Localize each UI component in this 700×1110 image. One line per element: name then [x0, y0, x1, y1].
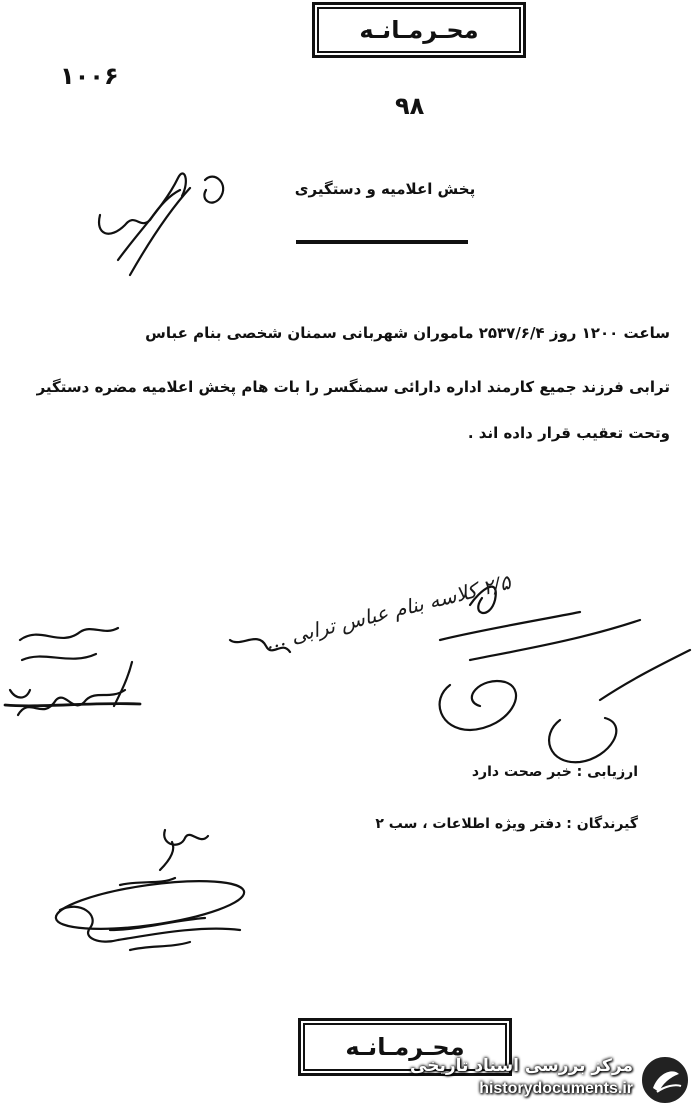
- recipients-line: گیرندگان : دفتر ویژه اطلاعات ، سب ۲: [375, 816, 638, 832]
- signature-top-left: [99, 173, 223, 275]
- signature-left-margin: [5, 628, 140, 715]
- watermark-title: مرکز بررسی اسناد تاریخی: [410, 1056, 633, 1076]
- page-number: ۹۸: [395, 92, 425, 120]
- classification-stamp-top: محـرمـانـه: [312, 2, 526, 58]
- body-line-3: وتحت تعقیب قرار داده اند .: [467, 424, 670, 442]
- subject-title: پخش اعلامیه و دستگیری: [294, 180, 476, 198]
- signature-bottom-left: [53, 830, 247, 950]
- document-number: ۱۰۰۶: [60, 62, 119, 90]
- classification-stamp-bottom: محـرمـانـه: [298, 1018, 512, 1076]
- signature-center: [230, 587, 690, 763]
- body-line-1: ساعت ۱۲۰۰ روز ۲۵۳۷/۶/۴ ماموران شهربانی سمنان شخصی بنام عباس: [145, 324, 670, 342]
- body-line-2: ترابی فرزند جمیع کارمند اداره دارائی سمنگسر را بات هام پخش اعلامیه مضره دستگیر: [36, 378, 670, 396]
- archive-seal-icon: [639, 1054, 691, 1106]
- archive-watermark: [410, 1050, 695, 1106]
- handwritten-center-note: ۲/۵ کلاسه بنام عباس ترابی …: [262, 569, 514, 655]
- watermark-url: historydocuments.ir: [479, 1080, 633, 1097]
- evaluation-line: ارزیابی : خبر صحت دارد: [471, 764, 638, 780]
